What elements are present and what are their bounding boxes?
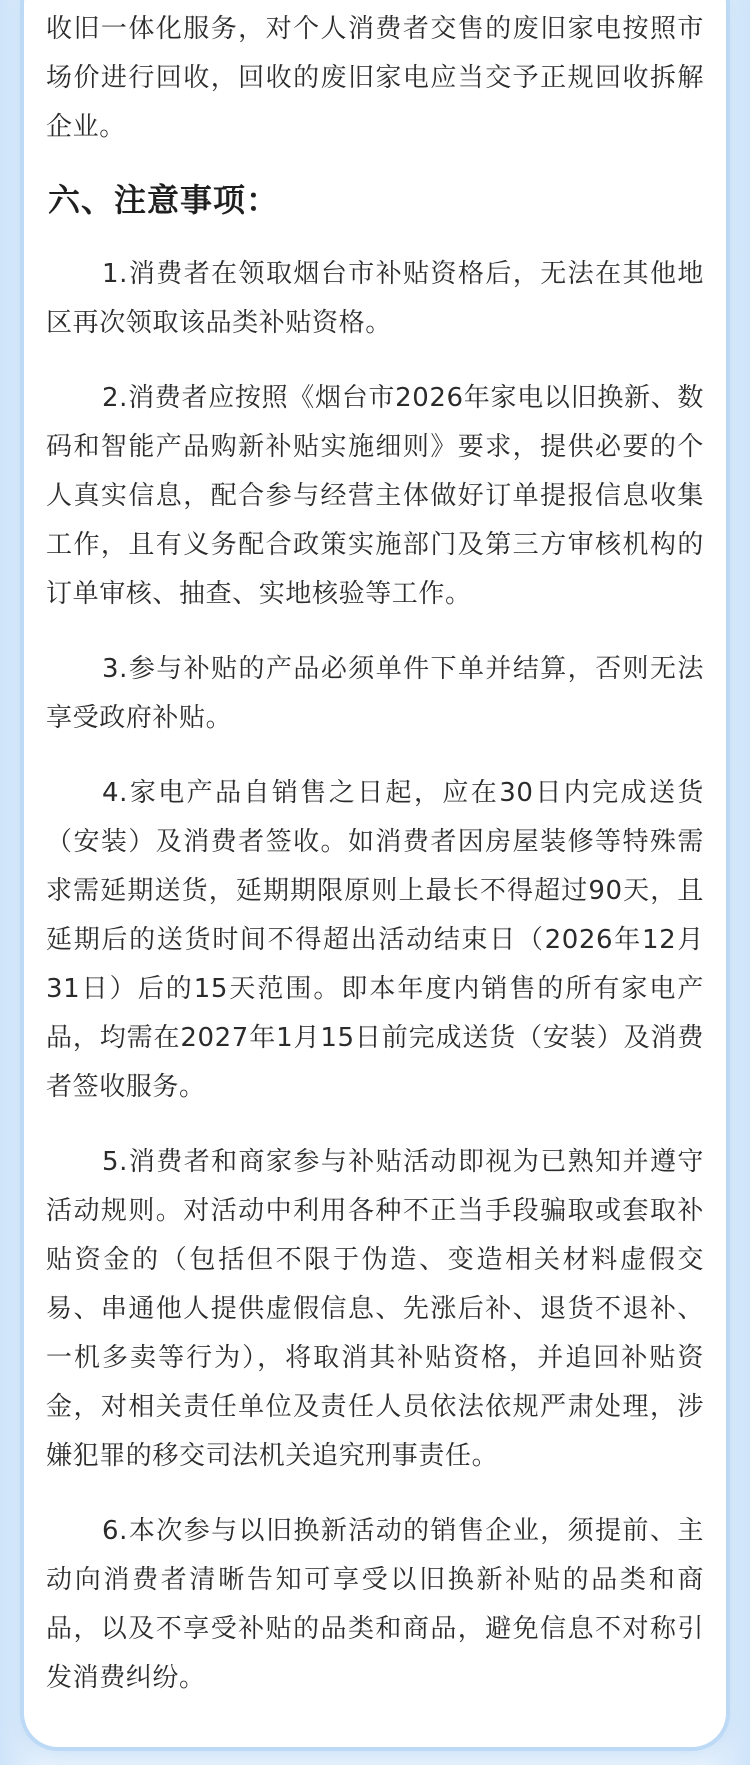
notice-item-3: 3.参与补贴的产品必须单件下单并结算，否则无法享受政府补贴。 <box>46 654 704 733</box>
notice-item-1: 1.消费者在领取烟台市补贴资格后，无法在其他地区再次领取该品类补贴资格。 <box>46 259 704 338</box>
notice-item-5: 5.消费者和商家参与补贴活动即视为已熟知并遵守活动规则。对活动中利用各种不正当手段骗取或套取补贴资金的（包括但不限于伪造、变造相关材料虚假交易、串通他人提供虚假信息、先涨后补、退货不退补、一机多卖等行为），将取消其补贴资格，并追回补贴资金，对相关责任单位及责任人员依法依规严肃处理，涉嫌犯罪的移交司法机关追究刑事责任。 <box>46 1147 704 1471</box>
notice-item-6: 6.本次参与以旧换新活动的销售企业，须提前、主动向消费者清晰告知可享受以旧换新补贴的品类和商品，以及不享受补贴的品类和商品，避免信息不对称引发消费纠纷。 <box>46 1516 704 1693</box>
notice-item-2: 2.消费者应按照《烟台市2026年家电以旧换新、数码和智能产品购新补贴实施细则》要求，提供必要的个人真实信息，配合参与经营主体做好订单提报信息收集工作，且有义务配合政策实施部门及第三方审核机构的订单审核、抽查、实地核验等工作。 <box>46 383 704 609</box>
intro-paragraph: 收旧一体化服务，对个人消费者交售的废旧家电按照市场价进行回收，回收的废旧家电应当交予正规回收拆解企业。 <box>46 14 704 142</box>
notice-content <box>46 0 704 1703</box>
notice-item-4: 4.家电产品自销售之日起，应在30日内完成送货（安装）及消费者签收。如消费者因房屋装修等特殊需求需延期送货，延期期限原则上最长不得超过90天，且延期后的送货时间不得超出活动结束日（2026年12月31日）后的15天范围。即本年度内销售的所有家电产品，均需在2027年1月15日前完成送货（安装）及消费者签收服务。 <box>46 778 704 1102</box>
section-heading: 六、注意事项： <box>48 181 280 219</box>
